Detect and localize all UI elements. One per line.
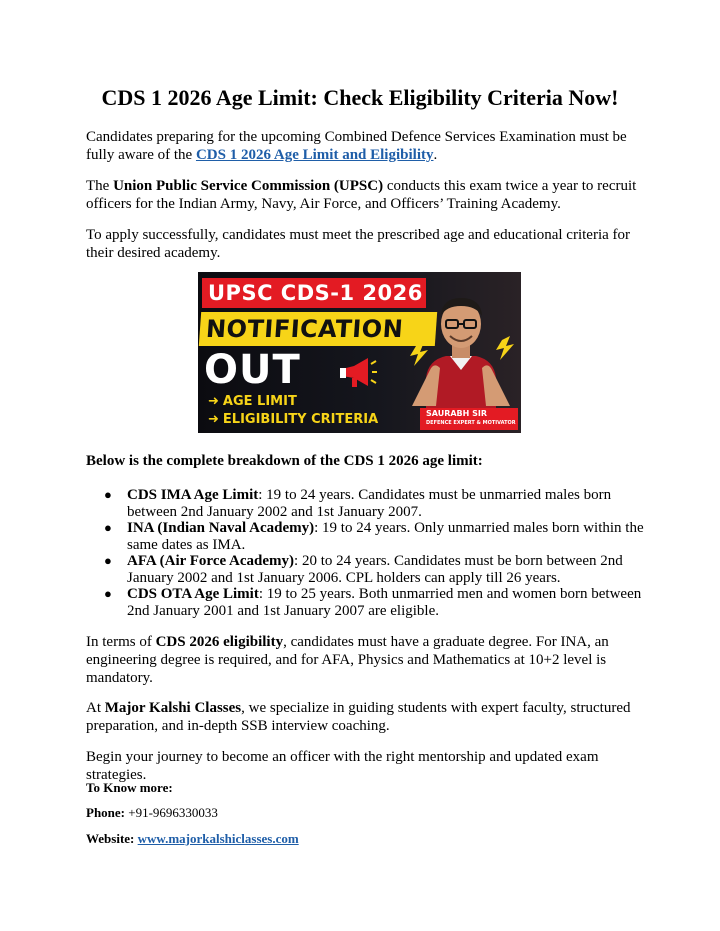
eligibility-text-before: In terms of — [86, 634, 156, 650]
list-item-text: : 20 to 24 years. Candidates must be born between 2nd January 2002 and 1st January 2006. CPL holders can apply till 26 years. — [127, 553, 623, 586]
banner-line-notification: NOTIFICATION — [199, 312, 437, 346]
contact-heading — [86, 780, 173, 796]
list-item-title: CDS IMA Age Limit — [127, 487, 259, 503]
notification-banner-image — [198, 272, 521, 433]
list-item-title: AFA (Air Force Academy) — [127, 553, 295, 569]
banner-item-eligibility-label: ELIGIBILITY CRITERIA — [222, 412, 379, 427]
eligibility-paragraph — [86, 633, 646, 687]
contact-heading-text: To Know more: — [86, 780, 173, 795]
presenter-name: SAURABH SIR — [426, 409, 488, 418]
intro-text-before: Candidates preparing for the upcoming Combined Defence Services Examination must be fully aware of the — [86, 129, 627, 163]
list-item-title: CDS OTA Age Limit — [127, 586, 259, 602]
arrow-icon: ➜ — [208, 394, 219, 409]
list-item-text: : 19 to 24 years. Candidates must be unmarried males born between 2nd January 2002 and 1st January 2007. — [127, 487, 612, 520]
list-item-text: : 19 to 24 years. Only unmarried males born within the same dates as IMA. — [127, 520, 644, 553]
intro-paragraph — [86, 128, 646, 164]
apply-paragraph: To apply successfully, candidates must meet the prescribed age and educational criteria for their desired academy. — [86, 227, 631, 261]
megaphone-icon — [338, 356, 378, 390]
banner-line-out: OUT — [204, 347, 301, 393]
classes-bold: Major Kalshi Classes — [104, 700, 242, 716]
list-item — [86, 553, 646, 586]
upsc-bold: Union Public Service Commission (UPSC) — [113, 178, 384, 194]
page-title: CDS 1 2026 Age Limit: Check Eligibility Criteria Now! — [101, 85, 619, 110]
journey-paragraph: Begin your journey to become an officer with the right mentorship and updated exam strategies. — [86, 749, 599, 783]
contact-website — [86, 831, 299, 847]
bullet-icon: ● — [104, 487, 112, 502]
presenter-photo — [406, 286, 516, 416]
eligibility-bold: CDS 2026 eligibility — [155, 634, 284, 650]
age-limit-link[interactable]: CDS 1 2026 Age Limit and Eligibility — [195, 147, 434, 163]
list-item-title: INA (Indian Naval Academy) — [127, 520, 315, 536]
presenter-tagline: DEFENCE EXPERT & MOTIVATOR — [426, 420, 516, 426]
bullet-icon: ● — [104, 520, 112, 535]
website-label: Website: — [86, 831, 135, 846]
section-heading: Below is the complete breakdown of the CDS 1 2026 age limit: — [86, 453, 483, 469]
banner-item-age-label: AGE LIMIT — [222, 394, 297, 409]
banner-item-age — [208, 394, 297, 410]
classes-paragraph — [86, 699, 646, 735]
list-item — [86, 586, 646, 619]
list-item-text: : 19 to 25 years. Both unmarried men and women born between 2nd January 2001 and 1st January 2007 are eligible. — [127, 586, 642, 619]
banner-item-eligibility — [208, 412, 378, 428]
list-item — [86, 520, 646, 553]
classes-text-before: At — [86, 700, 105, 716]
bullet-icon: ● — [104, 586, 112, 601]
upsc-paragraph — [86, 177, 646, 213]
presenter-name-tag — [420, 408, 518, 430]
upsc-text-before: The — [86, 178, 114, 194]
intro-text-after: . — [433, 147, 438, 163]
age-limit-list — [86, 487, 646, 619]
upsc-text-after: conducts this exam twice a year to recruit officers for the Indian Army, Navy, Air Force, and Officers’ Training Academy. — [86, 178, 637, 212]
arrow-icon: ➜ — [208, 412, 219, 427]
eligibility-text-after: , candidates must have a graduate degree. For INA, an engineering degree is required, and for AFA, Physics and Mathematics at 10+2 level is mandatory. — [86, 634, 609, 686]
list-item — [86, 487, 646, 520]
classes-text-after: , we specialize in guiding students with expert faculty, structured preparation, and in-depth SSB interview coaching. — [86, 700, 631, 734]
bullet-icon: ● — [104, 553, 112, 568]
phone-number: +91-9696330033 — [125, 805, 218, 820]
phone-label: Phone: — [86, 805, 125, 820]
website-link[interactable]: www.majorkalshiclasses.com — [137, 831, 299, 846]
contact-phone — [86, 805, 218, 821]
banner-line-upsc: UPSC CDS-1 2026 — [202, 278, 426, 308]
